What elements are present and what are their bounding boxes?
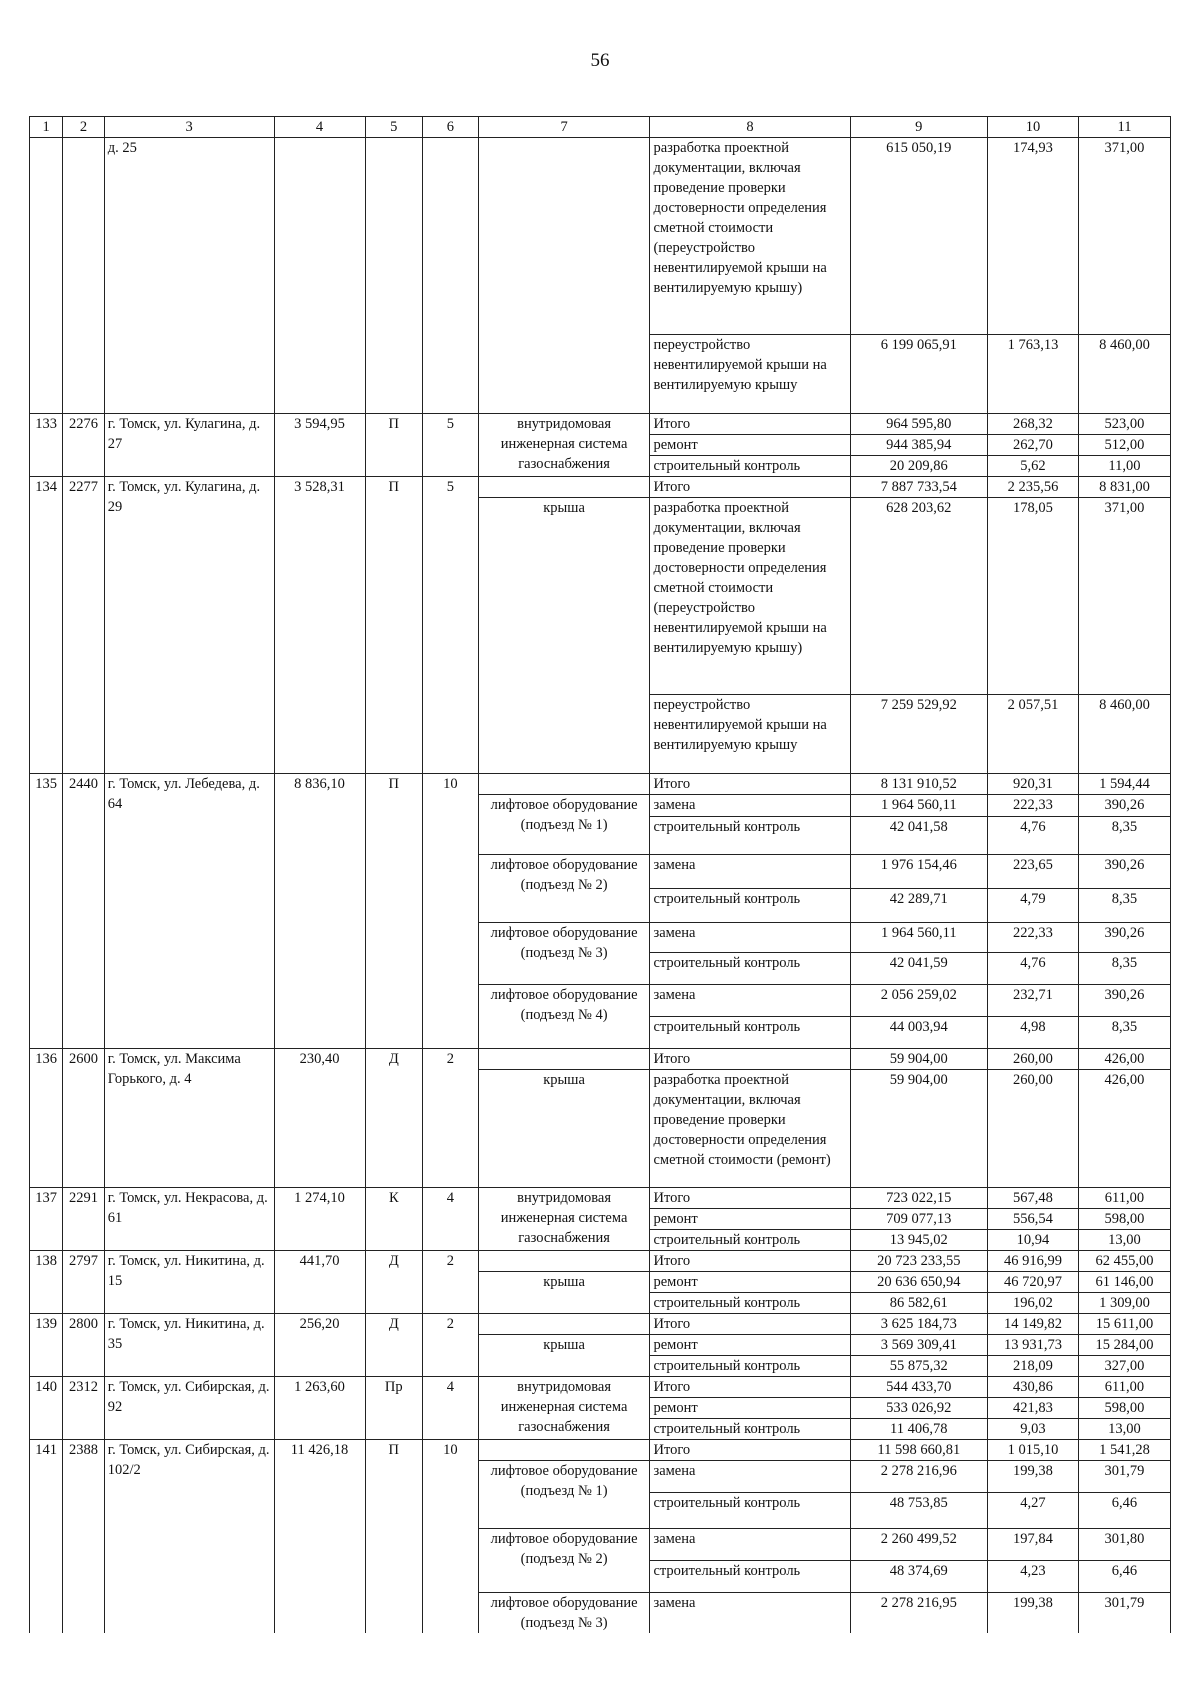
- total-cost: 11 598 660,81: [850, 1440, 987, 1461]
- element-cell: лифтовое оборудование (подъезд № 4): [478, 985, 650, 1049]
- table-row: [30, 774, 1171, 795]
- limit-cell: 390,26: [1078, 923, 1170, 953]
- work-type-cell: строительный контроль: [650, 1293, 850, 1314]
- total-label: Итого: [650, 477, 850, 498]
- total-cost: 964 595,80: [850, 414, 987, 435]
- unit-cost-cell: 2 057,51: [988, 695, 1079, 774]
- address-cell: г. Томск, ул. Никитина, д. 15: [104, 1251, 274, 1314]
- cost-cell: 2 260 499,52: [850, 1529, 987, 1561]
- limit-cell: 301,79: [1078, 1593, 1170, 1634]
- cost-cell: 1 964 560,11: [850, 795, 987, 817]
- area-cell: 441,70: [274, 1251, 365, 1314]
- work-type-cell: ремонт: [650, 1398, 850, 1419]
- unit-cost-cell: 197,84: [988, 1529, 1079, 1561]
- cost-cell: 615 050,19: [850, 138, 987, 335]
- table-row: [30, 414, 1171, 435]
- area-cell: 1 274,10: [274, 1188, 365, 1251]
- work-type-cell: разработка проектной документации, включая проведение проверки достоверности определения сметной стоимости (переустройство невентилируемой крыши на вентилируемую крышу): [650, 138, 850, 335]
- material-cell: Д: [365, 1314, 423, 1377]
- element-cell: крыша: [478, 1335, 650, 1377]
- cost-cell: 42 041,59: [850, 953, 987, 985]
- total-unit-cost: 46 916,99: [988, 1251, 1079, 1272]
- work-type-cell: замена: [650, 1593, 850, 1634]
- total-label: Итого: [650, 1049, 850, 1070]
- total-cost: 3 625 184,73: [850, 1314, 987, 1335]
- work-type-cell: переустройство невентилируемой крыши на вентилируемую крышу: [650, 695, 850, 774]
- work-type-cell: замена: [650, 795, 850, 817]
- unit-cost-cell: 262,70: [988, 435, 1079, 456]
- floors-cell: 4: [423, 1377, 479, 1440]
- total-label: Итого: [650, 1188, 850, 1209]
- total-limit: 62 455,00: [1078, 1251, 1170, 1272]
- limit-cell: 598,00: [1078, 1209, 1170, 1230]
- cost-cell: 86 582,61: [850, 1293, 987, 1314]
- work-type-cell: переустройство невентилируемой крыши на вентилируемую крышу: [650, 335, 850, 414]
- house-id: 2277: [63, 477, 104, 774]
- header-row: [30, 117, 1171, 138]
- total-unit-cost: 260,00: [988, 1049, 1079, 1070]
- material-cell: П: [365, 414, 423, 477]
- element-cell: внутридомовая инженерная система газоснабжения: [478, 1377, 650, 1440]
- floors-cell: 2: [423, 1251, 479, 1314]
- row-number: 137: [30, 1188, 63, 1251]
- limit-cell: 301,80: [1078, 1529, 1170, 1561]
- limit-cell: 390,26: [1078, 985, 1170, 1017]
- unit-cost-cell: 222,33: [988, 923, 1079, 953]
- table-row: [30, 477, 1171, 498]
- cost-cell: 48 374,69: [850, 1561, 987, 1593]
- address-cell: г. Томск, ул. Сибирская, д. 102/2: [104, 1440, 274, 1634]
- total-limit: 523,00: [1078, 414, 1170, 435]
- area-cell: 11 426,18: [274, 1440, 365, 1634]
- total-limit: 15 611,00: [1078, 1314, 1170, 1335]
- work-type-cell: ремонт: [650, 435, 850, 456]
- col-header: 8: [650, 117, 850, 138]
- address-cell: г. Томск, ул. Сибирская, д. 92: [104, 1377, 274, 1440]
- col-header: 2: [63, 117, 104, 138]
- work-type-cell: строительный контроль: [650, 1356, 850, 1377]
- work-type-cell: замена: [650, 923, 850, 953]
- limit-cell: 8,35: [1078, 817, 1170, 855]
- unit-cost-cell: 4,23: [988, 1561, 1079, 1593]
- col-header: 5: [365, 117, 423, 138]
- unit-cost-cell: 10,94: [988, 1230, 1079, 1251]
- unit-cost-cell: 199,38: [988, 1461, 1079, 1493]
- area-cell: 3 594,95: [274, 414, 365, 477]
- area-cell: 8 836,10: [274, 774, 365, 1049]
- floors-cell: 5: [423, 414, 479, 477]
- floors-cell: 10: [423, 1440, 479, 1634]
- floors-cell: 4: [423, 1188, 479, 1251]
- element-cell: крыша: [478, 498, 650, 774]
- total-limit: 611,00: [1078, 1377, 1170, 1398]
- total-cost: 20 723 233,55: [850, 1251, 987, 1272]
- house-id: 2440: [63, 774, 104, 1049]
- unit-cost-cell: 232,71: [988, 985, 1079, 1017]
- row-number: 136: [30, 1049, 63, 1188]
- address-cell: г. Томск, ул. Максима Горького, д. 4: [104, 1049, 274, 1188]
- table-row: [30, 1440, 1171, 1461]
- unit-cost-cell: 4,79: [988, 889, 1079, 923]
- col-header: 3: [104, 117, 274, 138]
- total-limit: 8 831,00: [1078, 477, 1170, 498]
- unit-cost-cell: 13 931,73: [988, 1335, 1079, 1356]
- area-cell: 230,40: [274, 1049, 365, 1188]
- row-number: 140: [30, 1377, 63, 1440]
- total-limit: 1 541,28: [1078, 1440, 1170, 1461]
- address-cell: г. Томск, ул. Кулагина, д. 29: [104, 477, 274, 774]
- unit-cost-cell: 4,76: [988, 817, 1079, 855]
- house-id: 2600: [63, 1049, 104, 1188]
- house-id: 2276: [63, 414, 104, 477]
- total-label: Итого: [650, 1251, 850, 1272]
- table-row: [30, 1251, 1171, 1272]
- element-cell: лифтовое оборудование (подъезд № 1): [478, 1461, 650, 1529]
- limit-cell: 6,46: [1078, 1493, 1170, 1529]
- cost-cell: 13 945,02: [850, 1230, 987, 1251]
- col-header: 4: [274, 117, 365, 138]
- cost-cell: 59 904,00: [850, 1070, 987, 1188]
- total-unit-cost: 1 015,10: [988, 1440, 1079, 1461]
- cost-cell: 533 026,92: [850, 1398, 987, 1419]
- material-cell: П: [365, 477, 423, 774]
- work-type-cell: замена: [650, 1529, 850, 1561]
- unit-cost-cell: 4,98: [988, 1017, 1079, 1049]
- material-cell: П: [365, 774, 423, 1049]
- unit-cost-cell: 556,54: [988, 1209, 1079, 1230]
- limit-cell: 8,35: [1078, 953, 1170, 985]
- limit-cell: 598,00: [1078, 1398, 1170, 1419]
- cost-cell: 55 875,32: [850, 1356, 987, 1377]
- work-type-cell: строительный контроль: [650, 1017, 850, 1049]
- work-type-cell: строительный контроль: [650, 1419, 850, 1440]
- total-cost: 723 022,15: [850, 1188, 987, 1209]
- total-cost: 8 131 910,52: [850, 774, 987, 795]
- cost-cell: 1 964 560,11: [850, 923, 987, 953]
- work-type-cell: строительный контроль: [650, 1230, 850, 1251]
- row-number: 141: [30, 1440, 63, 1634]
- limit-cell: 1 309,00: [1078, 1293, 1170, 1314]
- row-number: 139: [30, 1314, 63, 1377]
- cost-cell: 2 056 259,02: [850, 985, 987, 1017]
- unit-cost-cell: 222,33: [988, 795, 1079, 817]
- cost-cell: 2 278 216,96: [850, 1461, 987, 1493]
- col-header: 1: [30, 117, 63, 138]
- work-type-cell: замена: [650, 1461, 850, 1493]
- work-type-cell: разработка проектной документации, включая проведение проверки достоверности определения сметной стоимости (переустройство невентилируемой крыши на вентилируемую крышу): [650, 498, 850, 695]
- cost-cell: 20 209,86: [850, 456, 987, 477]
- floors-cell: 10: [423, 774, 479, 1049]
- unit-cost-cell: 260,00: [988, 1070, 1079, 1188]
- work-type-cell: строительный контроль: [650, 1561, 850, 1593]
- unit-cost-cell: 46 720,97: [988, 1272, 1079, 1293]
- total-label: Итого: [650, 1440, 850, 1461]
- limit-cell: 371,00: [1078, 138, 1170, 335]
- total-unit-cost: 567,48: [988, 1188, 1079, 1209]
- limit-cell: 61 146,00: [1078, 1272, 1170, 1293]
- house-id: 2312: [63, 1377, 104, 1440]
- limit-cell: 8,35: [1078, 1017, 1170, 1049]
- work-type-cell: разработка проектной документации, включая проведение проверки достоверности определения сметной стоимости (ремонт): [650, 1070, 850, 1188]
- element-cell: лифтовое оборудование (подъезд № 3): [478, 1593, 650, 1634]
- col-header: 7: [478, 117, 650, 138]
- element-cell: крыша: [478, 1070, 650, 1188]
- element-cell: лифтовое оборудование (подъезд № 1): [478, 795, 650, 855]
- cost-cell: 42 289,71: [850, 889, 987, 923]
- limit-cell: 13,00: [1078, 1419, 1170, 1440]
- element-cell: лифтовое оборудование (подъезд № 2): [478, 1529, 650, 1593]
- limit-cell: 13,00: [1078, 1230, 1170, 1251]
- element-cell: лифтовое оборудование (подъезд № 3): [478, 923, 650, 985]
- total-unit-cost: 2 235,56: [988, 477, 1079, 498]
- work-type-cell: строительный контроль: [650, 889, 850, 923]
- floors-cell: 2: [423, 1049, 479, 1188]
- total-cost: 59 904,00: [850, 1049, 987, 1070]
- col-header: 9: [850, 117, 987, 138]
- total-unit-cost: 430,86: [988, 1377, 1079, 1398]
- area-cell: 256,20: [274, 1314, 365, 1377]
- total-unit-cost: 920,31: [988, 774, 1079, 795]
- limit-cell: 6,46: [1078, 1561, 1170, 1593]
- work-type-cell: ремонт: [650, 1272, 850, 1293]
- address-cell: д. 25: [104, 138, 274, 414]
- unit-cost-cell: 1 763,13: [988, 335, 1079, 414]
- floors-cell: 2: [423, 1314, 479, 1377]
- material-cell: К: [365, 1188, 423, 1251]
- address-cell: г. Томск, ул. Никитина, д. 35: [104, 1314, 274, 1377]
- work-type-cell: замена: [650, 985, 850, 1017]
- work-type-cell: замена: [650, 855, 850, 889]
- total-unit-cost: 268,32: [988, 414, 1079, 435]
- house-id: 2291: [63, 1188, 104, 1251]
- material-cell: Пр: [365, 1377, 423, 1440]
- element-cell: внутридомовая инженерная система газоснабжения: [478, 1188, 650, 1251]
- cost-cell: 20 636 650,94: [850, 1272, 987, 1293]
- total-cost: 544 433,70: [850, 1377, 987, 1398]
- cost-cell: 44 003,94: [850, 1017, 987, 1049]
- cost-cell: 7 259 529,92: [850, 695, 987, 774]
- col-header: 11: [1078, 117, 1170, 138]
- house-id: 2388: [63, 1440, 104, 1634]
- element-cell: лифтовое оборудование (подъезд № 2): [478, 855, 650, 923]
- area-cell: 1 263,60: [274, 1377, 365, 1440]
- unit-cost-cell: 218,09: [988, 1356, 1079, 1377]
- work-type-cell: строительный контроль: [650, 1493, 850, 1529]
- total-limit: 426,00: [1078, 1049, 1170, 1070]
- cost-cell: 11 406,78: [850, 1419, 987, 1440]
- limit-cell: 390,26: [1078, 795, 1170, 817]
- house-id: 2800: [63, 1314, 104, 1377]
- table-row: [30, 1377, 1171, 1398]
- cost-cell: 6 199 065,91: [850, 335, 987, 414]
- total-label: Итого: [650, 414, 850, 435]
- work-type-cell: ремонт: [650, 1335, 850, 1356]
- floors-cell: 5: [423, 477, 479, 774]
- cost-cell: 48 753,85: [850, 1493, 987, 1529]
- area-cell: 3 528,31: [274, 477, 365, 774]
- total-limit: 1 594,44: [1078, 774, 1170, 795]
- element-cell: внутридомовая инженерная система газоснабжения: [478, 414, 650, 477]
- unit-cost-cell: 223,65: [988, 855, 1079, 889]
- col-header: 10: [988, 117, 1079, 138]
- work-type-cell: ремонт: [650, 1209, 850, 1230]
- limit-cell: 8,35: [1078, 889, 1170, 923]
- capital-repair-table: [29, 116, 1171, 1633]
- cost-cell: 628 203,62: [850, 498, 987, 695]
- total-cost: 7 887 733,54: [850, 477, 987, 498]
- cost-cell: 944 385,94: [850, 435, 987, 456]
- total-label: Итого: [650, 1314, 850, 1335]
- cost-cell: 709 077,13: [850, 1209, 987, 1230]
- address-cell: г. Томск, ул. Некрасова, д. 61: [104, 1188, 274, 1251]
- unit-cost-cell: 9,03: [988, 1419, 1079, 1440]
- row-number: 134: [30, 477, 63, 774]
- work-type-cell: строительный контроль: [650, 953, 850, 985]
- table-row: [30, 138, 1171, 335]
- cost-cell: 1 976 154,46: [850, 855, 987, 889]
- total-limit: 611,00: [1078, 1188, 1170, 1209]
- address-cell: г. Томск, ул. Лебедева, д. 64: [104, 774, 274, 1049]
- work-type-cell: строительный контроль: [650, 456, 850, 477]
- limit-cell: 8 460,00: [1078, 695, 1170, 774]
- work-type-cell: строительный контроль: [650, 817, 850, 855]
- cost-cell: 3 569 309,41: [850, 1335, 987, 1356]
- unit-cost-cell: 199,38: [988, 1593, 1079, 1634]
- unit-cost-cell: 178,05: [988, 498, 1079, 695]
- table-row: [30, 1049, 1171, 1070]
- limit-cell: 327,00: [1078, 1356, 1170, 1377]
- limit-cell: 11,00: [1078, 456, 1170, 477]
- row-number: 138: [30, 1251, 63, 1314]
- page-number: 56: [590, 50, 610, 71]
- unit-cost-cell: 174,93: [988, 138, 1079, 335]
- material-cell: Д: [365, 1251, 423, 1314]
- unit-cost-cell: 5,62: [988, 456, 1079, 477]
- unit-cost-cell: 4,76: [988, 953, 1079, 985]
- row-number: 135: [30, 774, 63, 1049]
- element-cell: крыша: [478, 1272, 650, 1314]
- limit-cell: 8 460,00: [1078, 335, 1170, 414]
- table-row: [30, 1188, 1171, 1209]
- limit-cell: 301,79: [1078, 1461, 1170, 1493]
- cost-cell: 42 041,58: [850, 817, 987, 855]
- unit-cost-cell: 196,02: [988, 1293, 1079, 1314]
- material-cell: Д: [365, 1049, 423, 1188]
- total-label: Итого: [650, 774, 850, 795]
- house-id: 2797: [63, 1251, 104, 1314]
- total-unit-cost: 14 149,82: [988, 1314, 1079, 1335]
- total-label: Итого: [650, 1377, 850, 1398]
- unit-cost-cell: 4,27: [988, 1493, 1079, 1529]
- address-cell: г. Томск, ул. Кулагина, д. 27: [104, 414, 274, 477]
- limit-cell: 371,00: [1078, 498, 1170, 695]
- limit-cell: 512,00: [1078, 435, 1170, 456]
- unit-cost-cell: 421,83: [988, 1398, 1079, 1419]
- limit-cell: 15 284,00: [1078, 1335, 1170, 1356]
- limit-cell: 390,26: [1078, 855, 1170, 889]
- material-cell: П: [365, 1440, 423, 1634]
- row-number: 133: [30, 414, 63, 477]
- table-row: [30, 1314, 1171, 1335]
- cost-cell: 2 278 216,95: [850, 1593, 987, 1634]
- col-header: 6: [423, 117, 479, 138]
- limit-cell: 426,00: [1078, 1070, 1170, 1188]
